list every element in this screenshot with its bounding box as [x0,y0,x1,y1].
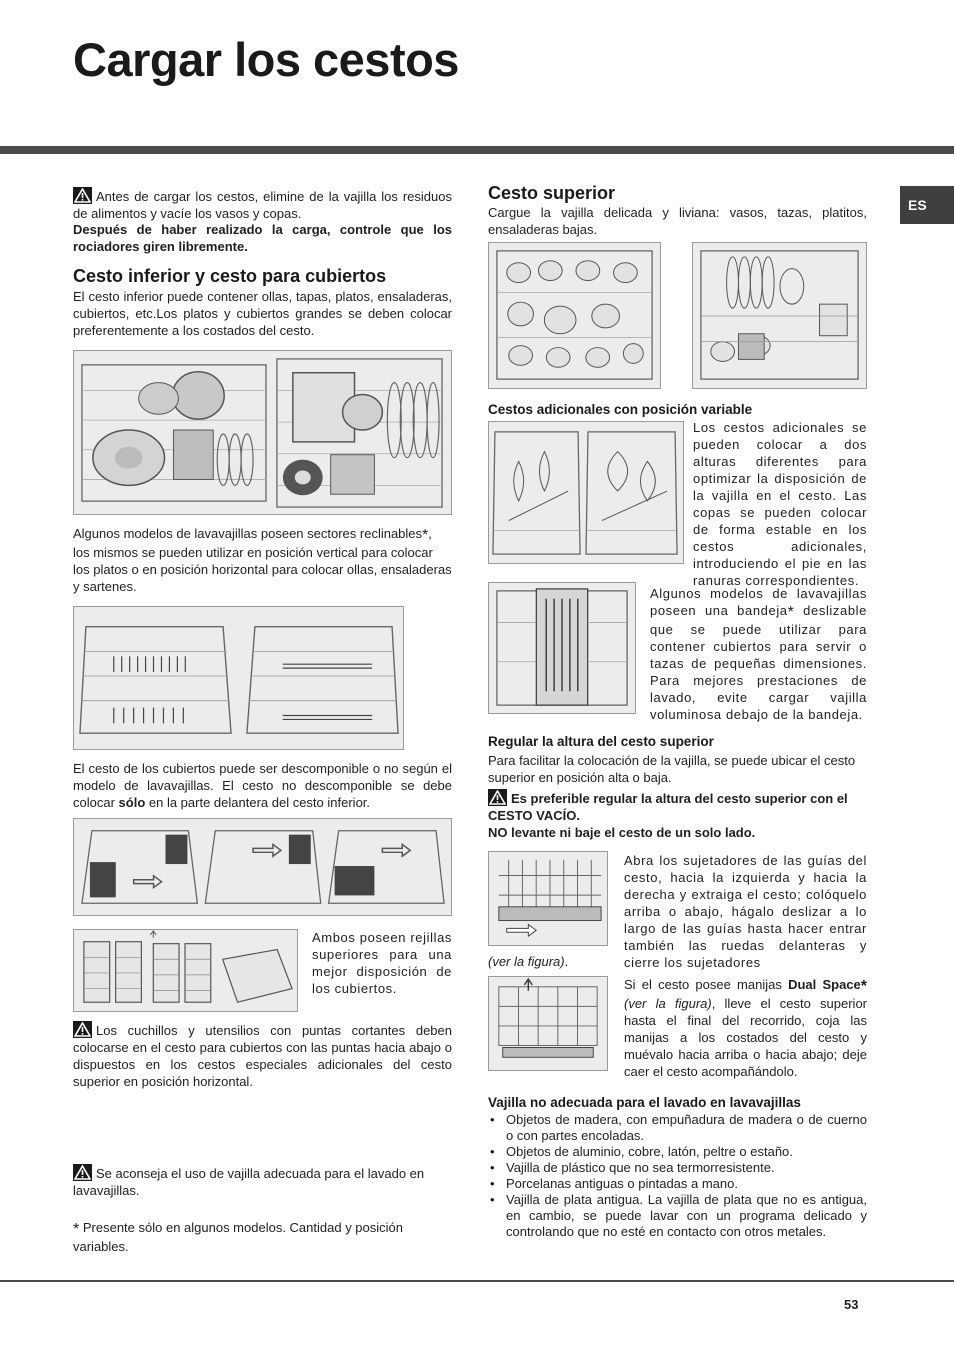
knives-warning: Los cuchillos y utensilios con puntas cortantes deben colocarse en el cesto para cubiertos con las puntas hacia abajo o dispuestos en los cestos especiales adicionales del cesto superior en posición horizontal. [73,1023,452,1089]
bottom-rule [0,1280,954,1282]
extra-baskets-heading: Cestos adicionales con posición variable [488,402,753,417]
extra-baskets-text: Los cestos adicionales se pueden colocar a dos alturas diferentes para optimizar la disposición de la vajilla en el cesto. Las copas se pueden colocar de forma estable en los cestos adicionales, introduciendo el pie en las ranuras correspondientes. [693,420,867,588]
unsuitable-list [488,1112,867,1240]
foldable-sectors-figure [73,606,404,750]
reclinables-text: Algunos modelos de lavavajillas poseen sectores reclinables*, los mismos se pueden utilizar en posición vertical para colocar los platos o en posición horizontal para colocar ollas, ensaladeras y sartenes. [73,526,452,594]
tray-text: Algunos modelos de lavavajillas poseen una bandeja* deslizable que se puede utilizar para contener cubiertos para servir o tazas de pequeñas dimensiones. Para mejores prestaciones de lavado, evite cargar vajilla voluminosa debajo de la bandeja. [650,586,867,722]
list-item: • Vajilla de plástico que no sea termorresistente. [488,1160,867,1176]
unsuitable-heading: Vajilla no adecuada para el lavado en lavavajillas [488,1095,801,1110]
cutlery-grids-figure [73,929,298,1012]
top-rule [0,146,954,154]
dishware-warning: Se aconseja el uso de vajilla adecuada para el lavado en lavavajillas. [73,1166,425,1198]
intro-warning: Antes de cargar los cestos, elimine de la vajilla los residuos de alimentos y vacíe los vasos y copas. [73,189,452,221]
cutlery-basket-text: El cesto de los cubiertos puede ser descomponible o no según el modelo de lavavajillas. El cesto no descomponible se debe colocar sólo en la parte delantera del cesto inferior. [73,761,452,810]
height-adjust-text: Para facilitar la colocación de la vajilla, se puede ubicar el cesto superior en posición alta o baja. [488,753,856,785]
warning-icon [73,1164,92,1181]
height-adjust-heading: Regular la altura del cesto superior [488,734,714,749]
clips-text-end: (ver la figura). [488,954,569,969]
height-adjust-warning: Es preferible regular la altura del cesto superior con el CESTO VACÍO. NO levante ni baje el cesto de un solo lado. [488,791,848,840]
footnote: * Presente sólo en algunos modelos. Cantidad y posición variables. [73,1220,404,1254]
list-item: • Vajilla de plata antigua. La vajilla de plata que no es antigua, en cambio, se puede lavar con un programa delicado y controlando que no esté en contacto con otros metales. [488,1192,867,1240]
upper-basket-figure-1 [488,242,661,389]
grids-text: Ambos poseen rejillas superiores para una mejor disposición de los cubiertos. [312,930,452,996]
clips-text: Abra los sujetadores de las guías del cesto, hacia la izquierda y hacia la derecha y extraiga el cesto; colóquelo arriba o abajo, hágalo deslizar a lo largo de las guías hasta hacer entrar también las ruedas delanteras y cierre los sujetadores [624,853,867,970]
upper-basket-text: Cargue la vajilla delicada y liviana: vasos, tazas, platitos, ensaladeras bajas. [488,205,867,237]
extra-baskets-figure [488,421,684,564]
language-tab: ES [900,186,954,224]
intro-bold-note: Después de haber realizado la carga, controle que los rociadores giren libremente. [73,222,452,254]
list-item: • Objetos de aluminio, cobre, latón, peltre o estaño. [488,1144,867,1160]
warning-icon [73,187,92,204]
page-title: Cargar los cestos [73,33,459,86]
warning-icon [488,789,507,806]
upper-basket-figure-2 [692,242,867,389]
dual-space-figure [488,976,608,1071]
page-number: 53 [844,1297,859,1312]
tray-figure [488,582,636,714]
list-item: • Porcelanas antiguas o pintadas a mano. [488,1176,867,1192]
dual-space-text: Si el cesto posee manijas Dual Space* (ver la figura), lleve el cesto superior hasta el final del recorrido, coja las manijas a los costados del cesto y muévalo hacia arriba o hacia abajo; deje caer el cesto acompañándolo. [624,977,867,1079]
lower-basket-figure [73,350,452,515]
list-item: • Objetos de madera, con empuñadura de madera o de cuerno o con partes encoladas. [488,1112,867,1144]
warning-icon [73,1021,92,1038]
upper-basket-heading: Cesto superior [488,183,616,203]
basket-clips-figure [488,851,608,946]
lower-basket-text: El cesto inferior puede contener ollas, tapas, platos, ensaladeras, cubiertos, etc.Los platos y cubiertos grandes se deben colocar preferentemente a los costados del cesto. [73,289,452,338]
cutlery-basket-positions-figure [73,818,452,916]
lower-basket-heading: Cesto inferior y cesto para cubiertos [73,266,387,286]
